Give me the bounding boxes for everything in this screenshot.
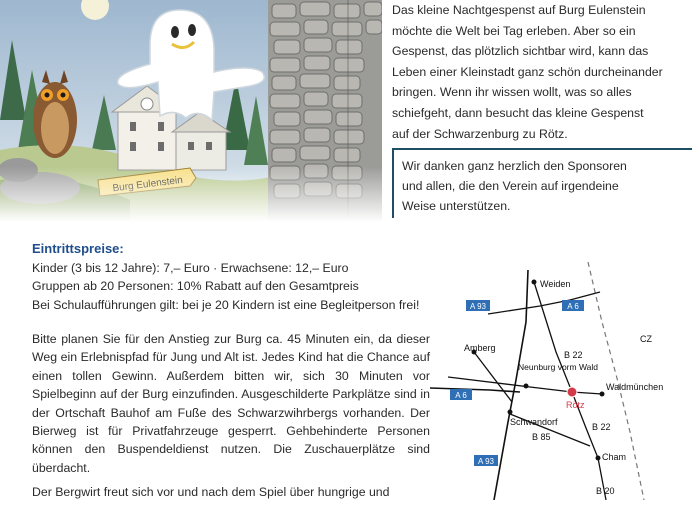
- place-weiden: Weiden: [540, 279, 571, 289]
- svg-text:A 6: A 6: [567, 302, 579, 311]
- intro-line: Leben einer Kleinstadt ganz schön durcheinander: [392, 64, 663, 79]
- autobahn-sign-a6-left: [450, 389, 472, 400]
- sponsor-line: und allen, die den Verein auf irgendeine: [402, 179, 619, 194]
- autobahn-sign-a93-top: [466, 300, 490, 311]
- sponsor-box: [392, 148, 692, 218]
- place-roetz: Rötz: [566, 400, 585, 410]
- price-line-schools: Bei Schulaufführungen gilt: bei je 20 Kindern ist eine Begleitperson frei!: [32, 297, 420, 312]
- info-paragraph: Bitte planen Sie für den Anstieg zur Burg ca. 45 Minuten ein, da dieser Weg ein Erlebnispfad für Jung und Alt ist. Jedes Kind hat die Chance auf einen tollen Gewinn. Außerdem bitten wir, sich 30 Minuten vor Spielbeginn auf der Burg einzufinden. Ausgeschilderte Parkplätze sind in der Ortschaft Bauhof am Fuße des Schwarzwihrbergs vorhanden. Der Bierweg ist für Privatfahrzeuge gesperrt. Gehbehinderte Personen können den Buspendeldienst nutzen. Die Zuschauerplätze sind überdacht.: [32, 332, 430, 475]
- intro-line: Das kleine Nachtgespenst auf Burg Eulenstein: [392, 3, 646, 17]
- place-waldmuenchen: Waldmünchen: [606, 382, 664, 392]
- place-schwandorf: Schwandorf: [510, 417, 558, 427]
- country-cz: CZ: [640, 334, 652, 344]
- border-line: [588, 262, 644, 500]
- intro-line: Gespenst, das plötzlich sichtbar wird, kann das: [392, 44, 649, 59]
- price-line-children-adults: Kinder (3 bis 12 Jahre): 7,– Euro · Erwachsene: 12,– Euro: [32, 260, 349, 275]
- svg-text:A 93: A 93: [469, 302, 487, 311]
- prices-section: [32, 240, 427, 314]
- place-neunburg-label: Neunburg vorm Wald: [518, 362, 598, 372]
- autobahn-sign-a6-top: [562, 300, 584, 311]
- info-paragraph: Der Bergwirt freut sich vor und nach dem Spiel über hungrige und: [32, 485, 390, 500]
- autobahn-sign-a93-bottom: [474, 455, 498, 466]
- place-amberg: Amberg: [464, 343, 496, 353]
- prices-heading: Eintrittspreise:: [32, 241, 124, 256]
- castle-illustration: [0, 0, 382, 222]
- intro-line: auf der Schwarzenburg zu Rötz.: [392, 126, 568, 141]
- road-label-b20: B 20: [596, 486, 615, 496]
- directions-map: [430, 262, 700, 500]
- price-line-groups: Gruppen ab 20 Personen: 10% Rabatt auf den Gesamtpreis: [32, 279, 359, 293]
- road-label-b22-upper: B 22: [564, 350, 583, 360]
- svg-text:A 6: A 6: [455, 391, 467, 400]
- intro-line: schiefgeht, dann besucht das kleine Gespenst: [392, 105, 644, 120]
- intro-paragraph: [392, 0, 692, 144]
- sponsor-line: Wir danken ganz herzlich den Sponsoren: [402, 159, 627, 173]
- sponsor-line: Weise unterstützen.: [402, 199, 511, 214]
- road-label-b85: B 85: [532, 432, 551, 442]
- intro-line: bringen. Wenn ihr wissen wollt, was so alles: [392, 85, 632, 100]
- roetz-marker: [567, 387, 577, 397]
- intro-line: möchte die Welt bei Tag erleben. Aber so ein: [392, 23, 636, 38]
- road-label-b22-lower: B 22: [592, 422, 611, 432]
- road-a6: [430, 388, 520, 392]
- svg-text:A 93: A 93: [477, 457, 495, 466]
- info-text: [32, 330, 430, 508]
- place-neunburg: [518, 362, 598, 372]
- place-cham: Cham: [602, 452, 627, 462]
